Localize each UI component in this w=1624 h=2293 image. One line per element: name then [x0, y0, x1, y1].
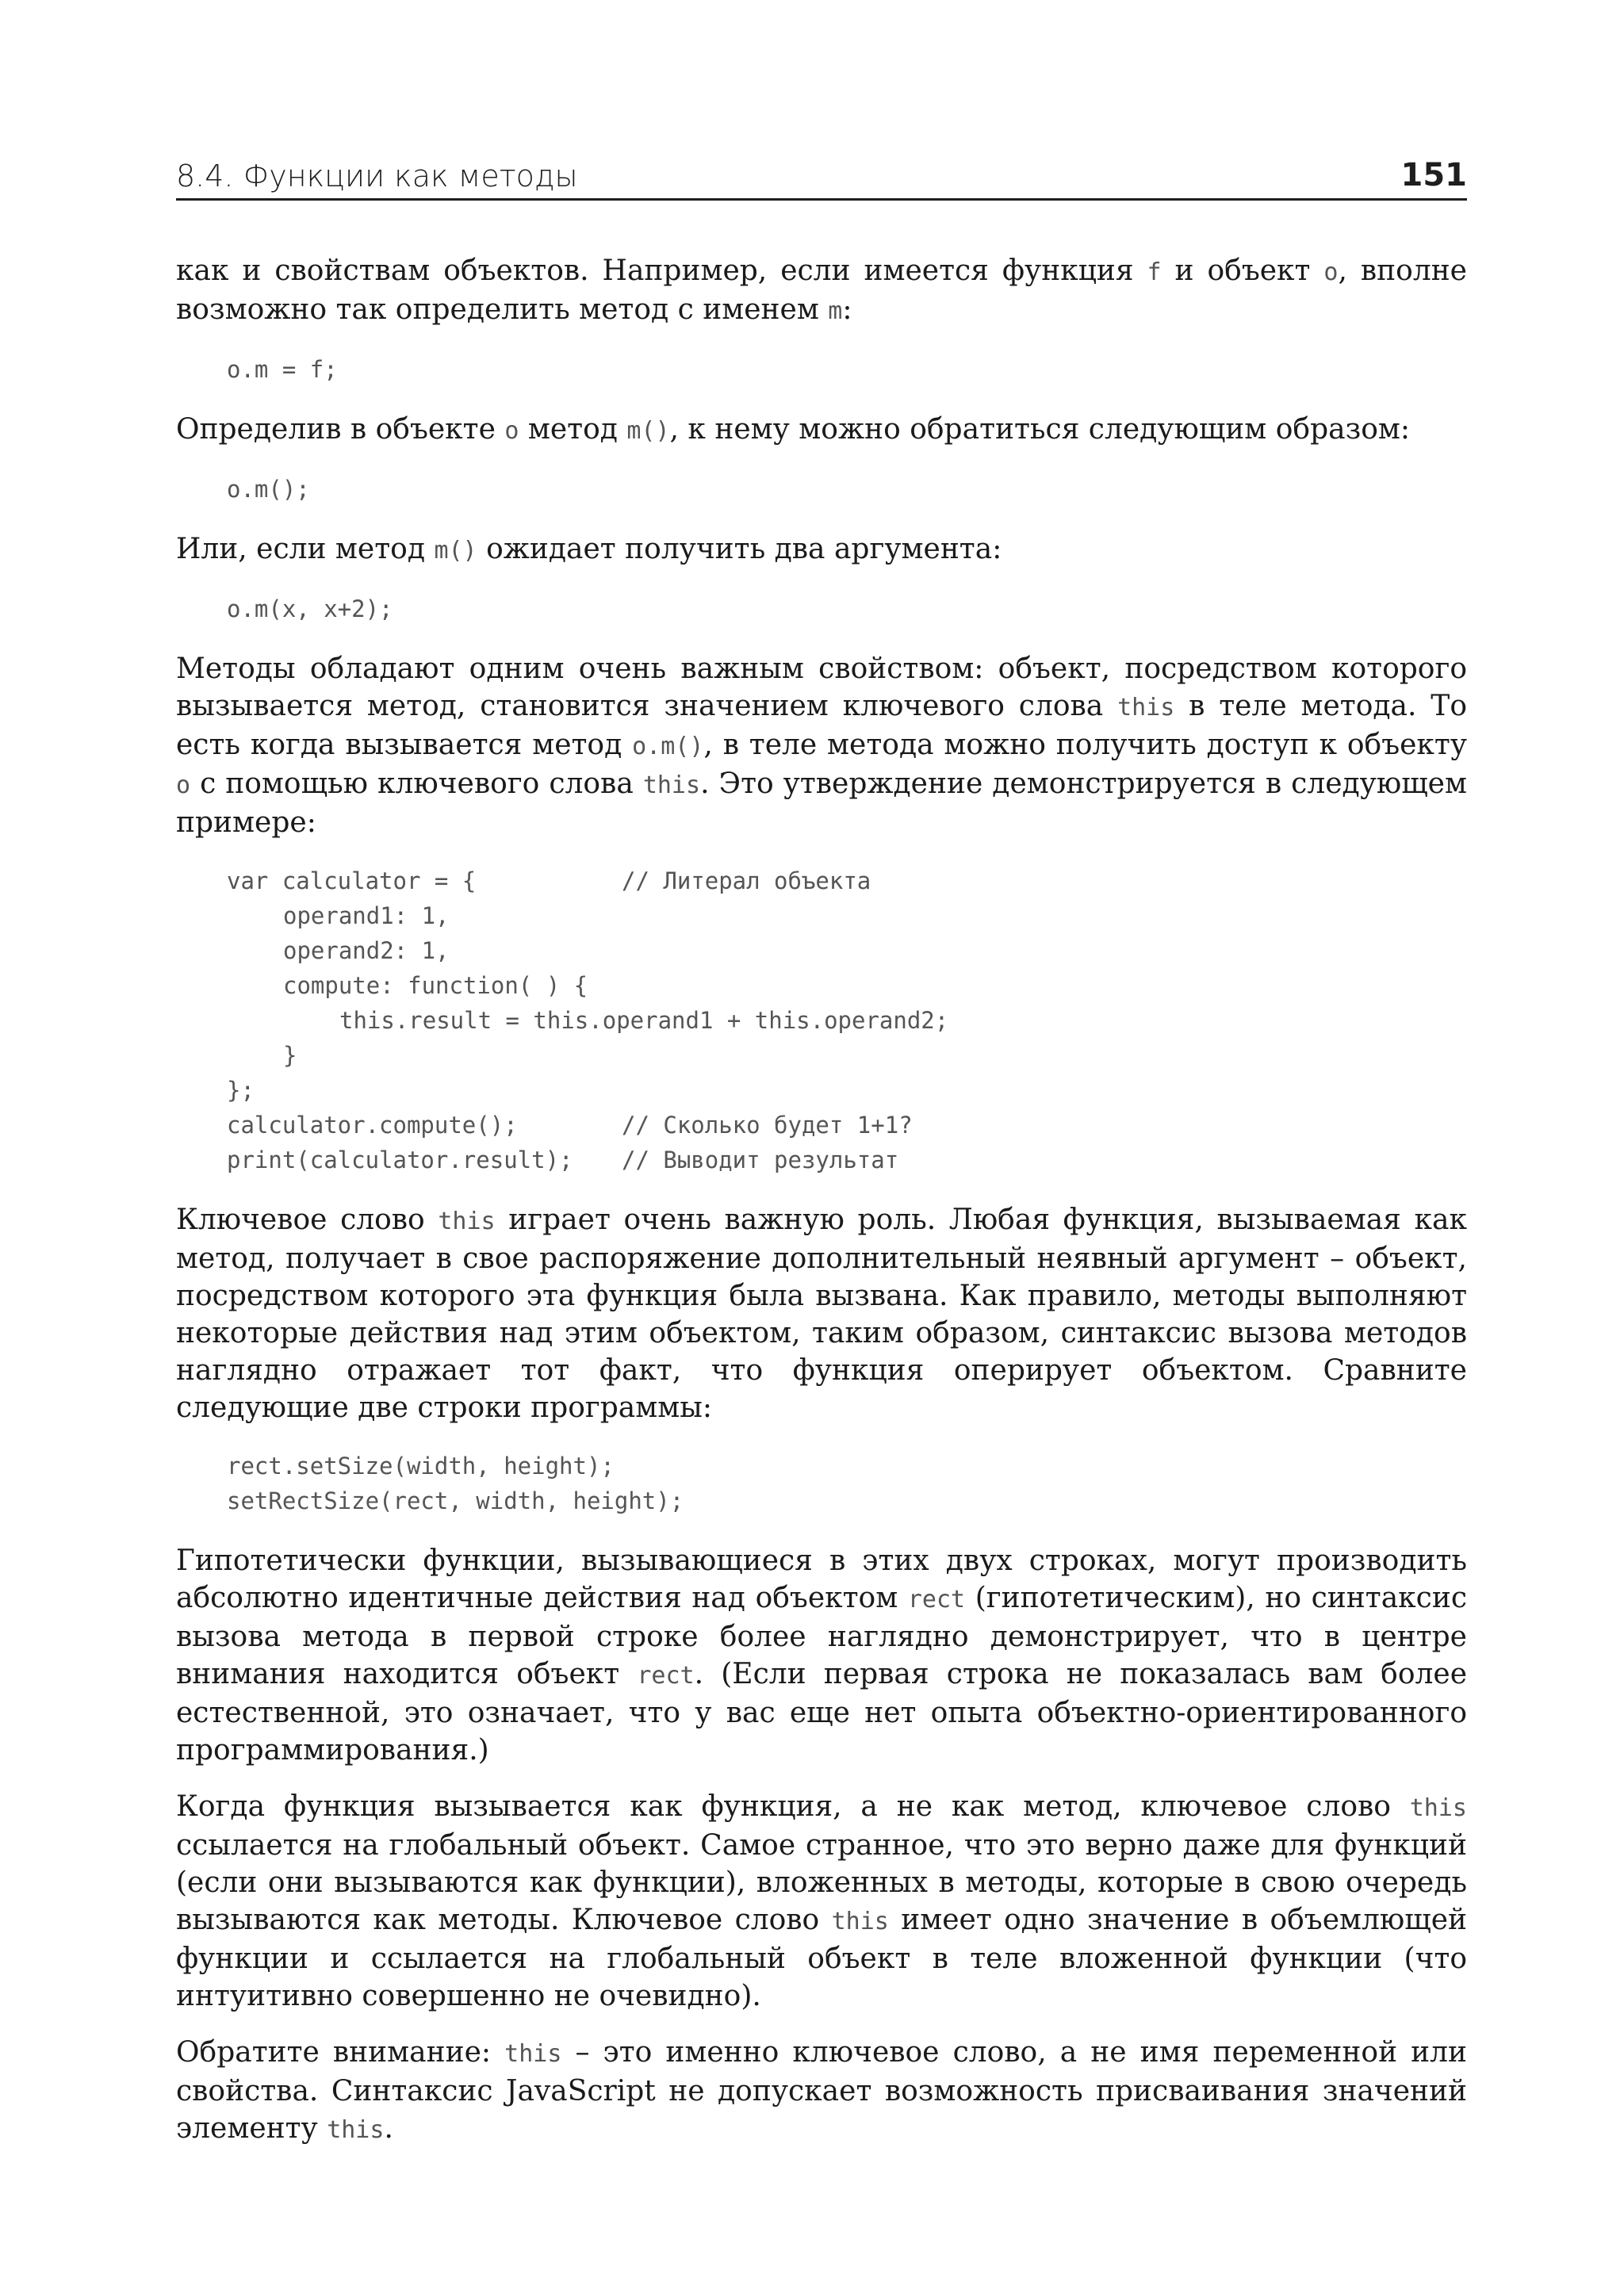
code-line: setRectSize(rect, width, height);: [227, 1487, 684, 1514]
paragraph-4: [176, 650, 1467, 841]
inline-code: m(): [434, 537, 477, 565]
code-line: operand1: 1,: [283, 902, 450, 929]
paragraph-1: [176, 252, 1467, 330]
inline-code: m(): [626, 417, 670, 445]
paragraph-3: [176, 530, 1467, 569]
inline-code: f: [1147, 258, 1162, 286]
inline-code: o: [1323, 258, 1339, 286]
paragraph-5: [176, 1201, 1467, 1426]
inline-code: o: [504, 417, 519, 445]
text: Когда функция вызывается как функция, а не как метод, ключевое слово: [176, 1790, 1410, 1823]
text: ожидает получить два аргумента:: [477, 533, 1002, 565]
inline-code: o: [176, 771, 191, 799]
code-line: o.m = f;: [227, 356, 338, 383]
text: .: [384, 2112, 393, 2145]
text: как и свойствам объектов. Например, если имеется функция: [176, 255, 1147, 287]
text: Методы обладают одним очень важным свойством: объект, посредством которого вызывается метод, становится значением ключевого слова: [176, 653, 1467, 722]
code-line: [227, 1108, 1467, 1143]
inline-code: rect: [637, 1662, 695, 1690]
text: Ключевое слово: [176, 1204, 439, 1236]
inline-code: this: [1117, 694, 1175, 722]
text: . (Если первая строка не показалась вам более естественной, это означает, что у вас еще нет опыта объектно-ориентированного программирования.): [176, 1658, 1468, 1767]
code-line: o.m(x, x+2);: [227, 595, 393, 622]
text: и объект: [1161, 255, 1324, 287]
paragraph-6: [176, 1542, 1467, 1769]
page-body: [176, 252, 1467, 2168]
paragraph-8: [176, 2034, 1467, 2149]
text: , в теле метода можно получить доступ к объекту: [703, 729, 1468, 761]
page-number: 151: [1400, 157, 1467, 193]
inline-code: this: [504, 2040, 562, 2068]
code-block-1: [227, 352, 1467, 387]
code-text: calculator.compute();: [227, 1112, 518, 1139]
inline-code: this: [831, 1908, 889, 1935]
code-line: [227, 863, 1467, 898]
inline-code: m: [828, 297, 843, 325]
inline-code: this: [642, 771, 701, 799]
code-line: this.result = this.operand1 + this.operand2;: [339, 1007, 949, 1034]
text: с помощью ключевого слова: [190, 768, 643, 800]
code-block-4: [227, 863, 1467, 1177]
paragraph-2: [176, 411, 1467, 450]
code-text: var calculator = {: [227, 867, 477, 894]
text: . Это утверждение демонстрируется в следующем примере:: [176, 768, 1467, 839]
inline-code: this: [1409, 1794, 1467, 1822]
text: (гипотетическим), но синтаксис вызова метода в первой строке более наглядно демонстрирует, что в центре внимания находится объект: [176, 1582, 1467, 1690]
inline-code: this: [438, 1208, 496, 1235]
text: метод: [519, 413, 627, 446]
code-line: o.m();: [227, 476, 310, 503]
inline-code: this: [327, 2116, 385, 2144]
code-line: }: [283, 1042, 297, 1069]
text: – это именно ключевое слово, а не имя переменной или свойства. Синтаксис JavaScript не допускает возможность присваивания значений элементу: [176, 2036, 1467, 2145]
paragraph-7: [176, 1788, 1467, 2015]
text: , вполне возможно так определить метод с именем: [176, 255, 1467, 326]
text: Гипотетически функции, вызывающиеся в этих двух строках, могут производить абсолютно идентичные действия над объектом: [176, 1545, 1467, 1614]
code-block-3: [227, 591, 1467, 626]
inline-code: rect: [907, 1586, 966, 1614]
code-line: };: [227, 1077, 255, 1104]
text: Обратите внимание:: [176, 2036, 505, 2069]
text: играет очень важную роль. Любая функция, вызываемая как метод, получает в свое распоряжение дополнительный неявный аргумент – объект, посредством которого эта функция была вызвана. Как правило, методы выполняют некоторые действия над этим объектом, таким образом, синтаксис вызова методов наглядно отражает тот факт, что функция оперирует объектом. Сравните следующие две строки программы:: [176, 1204, 1468, 1424]
code-comment: // Сколько будет 1+1?: [622, 1112, 913, 1139]
text: , к нему можно обратиться следующим образом:: [669, 413, 1411, 446]
code-line: [227, 1143, 1467, 1177]
code-comment: // Выводит результат: [622, 1146, 899, 1173]
code-line: compute: function( ) {: [283, 972, 588, 999]
text: ссылается на глобальный объект. Самое странное, что это верно даже для функций (если они вызываются как функции), вложенных в методы, которые в свою очередь вызываются как методы. Ключевое слово: [176, 1829, 1467, 1936]
code-block-5: [227, 1449, 1467, 1518]
code-comment: // Литерал объекта: [622, 867, 871, 894]
inline-code: o.m(): [632, 733, 704, 760]
code-text: print(calculator.result);: [227, 1146, 573, 1173]
code-line: operand2: 1,: [283, 937, 450, 964]
text: имеет одно значение в объемлющей функции и ссылается на глобальный объект в теле вложенной функции (что интуитивно совершенно не очевидно).: [176, 1904, 1467, 2012]
code-block-2: [227, 472, 1467, 507]
code-line: rect.setSize(width, height);: [227, 1453, 615, 1480]
text: Или, если метод: [176, 533, 435, 565]
running-header: [176, 149, 1467, 201]
chapter-title: 8.4. Функции как методы: [176, 159, 578, 193]
text: :: [842, 293, 852, 326]
text: в теле метода. То есть когда вызывается метод: [176, 690, 1467, 761]
text: Определив в объекте: [176, 413, 505, 446]
